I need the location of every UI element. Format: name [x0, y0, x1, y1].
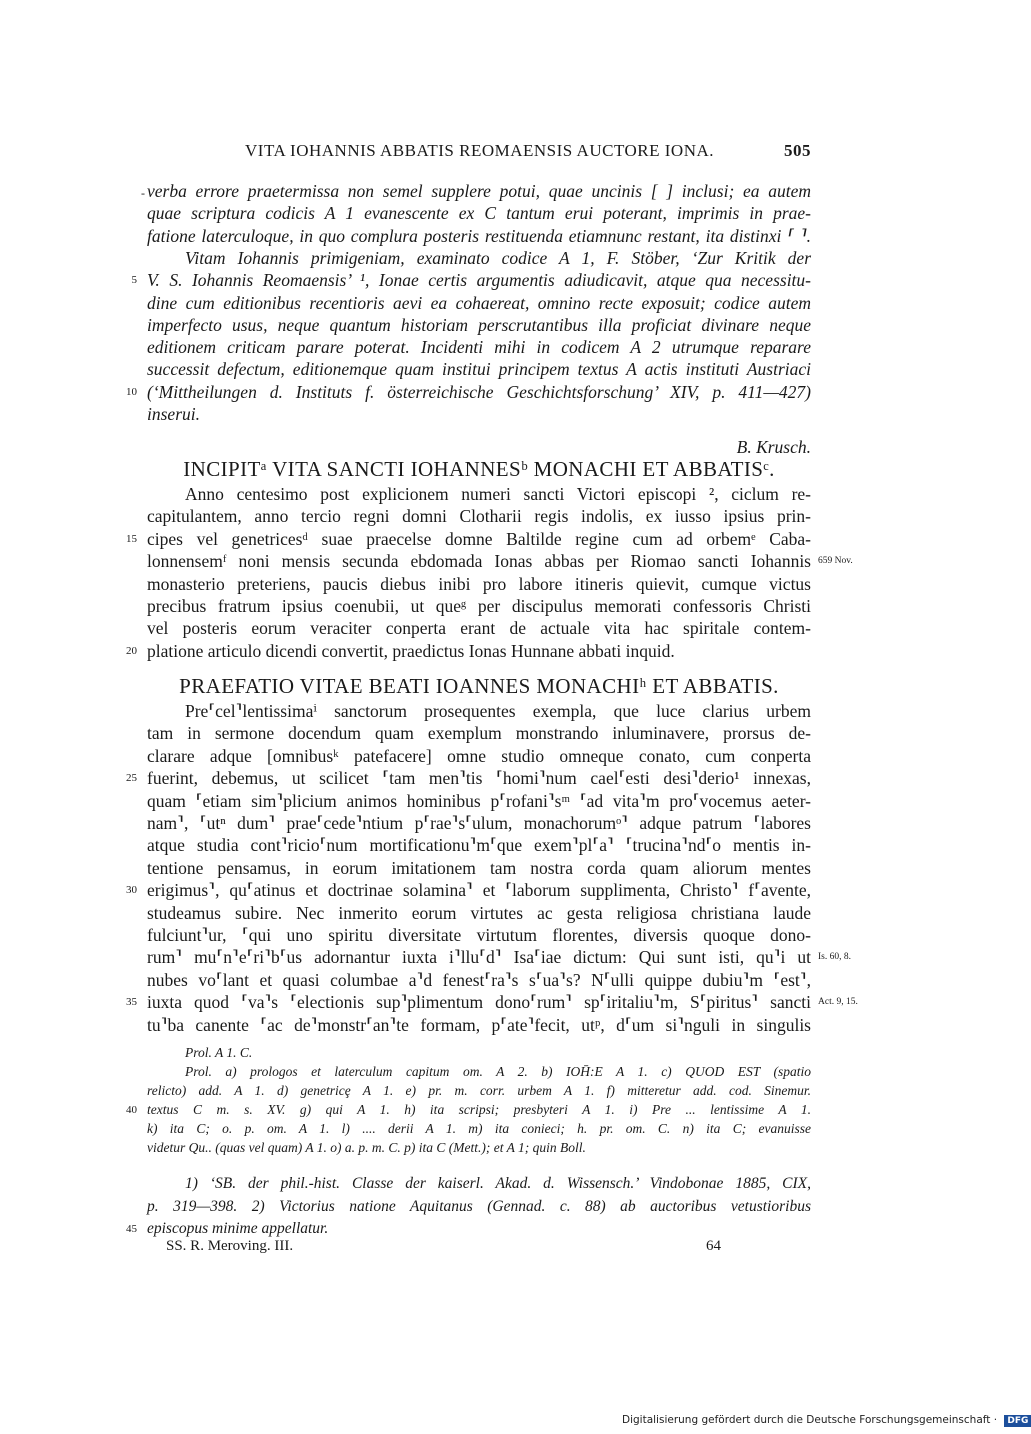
- intro-line: Vitam Iohannis primigeniam, examinato codice A 1, F. Stöber, ‘Zur Kritik der: [185, 247, 811, 268]
- margin-note: 659 Nov.: [818, 556, 853, 567]
- praefatio-line: clarare adque [omnibusᵏ patefacere] omne studio omneque conato, cum conperta: [147, 745, 811, 766]
- footnote-line: 1) ‘SB. der phil.-hist. Classe der kaiserl. Akad. d. Wissensch.’ Vindobonae 1885, CIX,: [185, 1175, 811, 1192]
- page-number: 505: [784, 141, 811, 160]
- dfg-logo: DFG: [1004, 1415, 1031, 1427]
- continuation-dash: -: [141, 186, 145, 200]
- intro-line: quae scriptura codicis A 1 evanescente ex C tantum erui poterant, imprimis in prae-: [147, 203, 811, 224]
- apparatus-line: k) ita C; o. p. om. A 1. l) .... derii A 1. m) ita conieci; h. pr. om. C. n) ita C; evanuisse: [147, 1121, 811, 1136]
- line-number: 35: [126, 996, 137, 1009]
- praefatio-line: quam ⸢etiam sim⸣plicium animos hominibus p⸢rofani⸣sᵐ ⸢ad vita⸣m pro⸢vocemus aeter-: [147, 790, 811, 811]
- praefatio-line: atque studia cont⸣ricio⸢num mortificationu⸣m⸢que exem⸣pl⸢a⸣ ⸢trucina⸣nd⸢o mentis in-: [147, 835, 811, 856]
- intro-line: successit defectum, editionemque quam institui principem textus A actis instituti Austriaci: [147, 359, 811, 380]
- incipit-heading: INCIPITᵃ VITA SANCTI IOHANNESᵇ MONACHI ET ABBATISᶜ.: [183, 457, 775, 481]
- apparatus-line: relicto) add. A 1. d) genetricȩ A 1. e) pr. m. corr. urbem A 1. f) mitteretur add. cod. Sinemur.: [147, 1083, 811, 1098]
- incipit-line: cipes vel genetricesᵈ suae praecelse domne Baltilde regine cum ad orbemᵉ Caba-: [147, 528, 811, 549]
- intro-line: editionem criticam parare poterat. Incidenti mihi in codicem A 2 utrumque reparare: [147, 337, 811, 358]
- praefatio-line: Pre⸢cel⸣lentissimaⁱ sanctorum prosequentes exempla, que luce clarius urbem: [185, 701, 811, 721]
- praefatio-line: fulciunt⸣ur, ⸢qui uno spiritu diversitate virtutum florentes, diversis quoque dono-: [147, 925, 811, 945]
- praefatio-heading: PRAEFATIO VITAE BEATI IOANNES MONACHIʰ ET ABBATIS.: [179, 674, 779, 698]
- praefatio-line: fuerint, debemus, ut scilicet ⸢tam men⸣tis ⸢homi⸣num cael⸢esti desi⸣derio¹ innexas,: [147, 768, 811, 789]
- margin-note: Act. 9, 15.: [818, 997, 858, 1008]
- footnote-line: p. 319—398. 2) Victorius natione Aquitanus (Gennad. c. 88) ab auctoribus vetustioribus: [147, 1197, 811, 1215]
- funding-text: Digitalisierung gefördert durch die Deutsche Forschungsgemeinschaft ·: [622, 1414, 998, 1426]
- praefatio-line: tam in sermone docendum quam exemplum monstrando inluminavere, prorsus de-: [147, 723, 811, 744]
- praefatio-line: rum⸣ mu⸢n⸣e⸢ri⸣b⸢us adornantur iuxta i⸣llu⸢d⸣ Isa⸢iae dictum: Qui sunt isti, qu⸣i ut: [147, 947, 811, 968]
- incipit-line: Anno centesimo post explicionem numeri sancti Victori episcopi ², ciclum re-: [185, 484, 811, 504]
- apparatus-line: Prol. a) prologos et laterculum capitum om. A 2. b) IOH̄:E A 1. c) QUOD EST (spatio: [185, 1064, 811, 1079]
- incipit-line: monasterio preteriens, paucis diebus inibi pro labore itineris quievit, cumque victus: [147, 573, 811, 594]
- intro-line: fatione laterculoque, in quo complura posteris restituenda etiamnunc restant, ita distinxi ⸢ ⸣.: [147, 225, 811, 246]
- line-number: 15: [126, 532, 137, 545]
- signature: B. Krusch.: [736, 437, 811, 457]
- praefatio-line: tentione pensamus, in eorum imitationem tam nostra corda quam aliorum mentes: [147, 857, 811, 878]
- signature-mark: SS. R. Meroving. III.: [166, 1238, 294, 1254]
- incipit-line: capitulantem, anno tercio regni domni Clotharii regis indolis, ex iusso ipsius prin-: [147, 506, 811, 527]
- praefatio-line: iuxta quod ⸢va⸣s ⸢electionis sup⸣plimentum dono⸢rum⸣ sp⸢iritaliu⸣m, S⸢piritus⸣ sancti: [147, 992, 811, 1013]
- incipit-line: platione articulo dicendi convertit, praedictus Ionas Hunnane abbati inquid.: [147, 640, 675, 661]
- apparatus-line: textus C m. s. XV. g) qui A 1. h) ita scripsi; presbyteri A 1. i) Pre ... lentissime A 1.: [147, 1102, 811, 1117]
- footnote-line: episcopus minime appellatur.: [147, 1220, 329, 1238]
- line-number: 25: [126, 772, 137, 785]
- intro-line: imperfecto usus, neque quantum historiam perscrutantibus illa proficiat divinare neque: [147, 314, 811, 335]
- running-title: VITA IOHANNIS ABBATIS REOMAENSIS AUCTORE IONA.: [245, 141, 715, 160]
- line-number: 30: [126, 884, 137, 897]
- sheet-number: 64: [706, 1238, 721, 1254]
- line-number: 40: [126, 1104, 137, 1116]
- line-number: 45: [126, 1223, 137, 1236]
- praefatio-line: nam⸣, ⸢utⁿ dum⸣ prae⸢cede⸣ntium p⸢rae⸣s⸢ulum, monachorumᵒ⸣ adque patrum ⸢labores: [147, 813, 811, 833]
- praefatio-line: studeamus subire. Nec inmerito eorum virtutes ac gesta religiosa christiana laude: [147, 902, 811, 923]
- intro-line: dine cum editionibus recentioris aevi ea cohaereat, omnino recte exposuit; codice autem: [147, 292, 811, 313]
- apparatus-line: videtur Qu.. (quas vel quam) A 1. o) a. p. m. C. p) ita C (Mett.); et A 1; quin Boll.: [147, 1140, 586, 1155]
- intro-line: verba errore praetermissa non semel supplere potui, quae uncinis [ ] inclusi; ea autem: [147, 181, 811, 201]
- line-number: 5: [131, 274, 137, 287]
- dfg-funding-note: [622, 1414, 1031, 1427]
- incipit-line: precibus fratrum ipsius coenubii, ut queᵍ per discipulus memorati confessoris Christi: [147, 596, 811, 616]
- intro-line: (‘Mittheilungen d. Instituts f. österreichische Geschichtsforschung’ XIV, p. 411—427): [147, 381, 811, 402]
- praefatio-line: erigimus⸣, qu⸢atinus et doctrinae solamina⸣ et ⸢laborum supplimenta, Christo⸣ f⸢avente,: [147, 880, 811, 901]
- line-number: 10: [126, 385, 137, 398]
- intro-line: V. S. Iohannis Reomaensis’ ¹, Ionae certis argumentis adiudicavit, atque qua necessitu-: [147, 270, 811, 291]
- praefatio-line: nubes vo⸢lant et quasi columbae a⸣d fenest⸢ra⸣s s⸢ua⸣s? N⸢ulli quippe dubiu⸣m ⸢est⸣,: [147, 969, 811, 990]
- praefatio-line: tu⸣ba canente ⸢ac de⸣monstr⸢an⸣te formam, p⸢ate⸣fecit, utᵖ, d⸢um si⸣nguli in singulis: [147, 1014, 811, 1035]
- intro-line: inserui.: [147, 404, 200, 424]
- margin-note: Is. 60, 8.: [818, 952, 851, 963]
- apparatus-line: Prol. A 1. C.: [185, 1045, 253, 1060]
- incipit-line: lonnensemᶠ noni mensis secunda ebdomada Ionas abbas per Riomao sancti Iohannis: [147, 551, 811, 572]
- line-number: 20: [126, 644, 137, 657]
- incipit-line: vel posteris eorum veraciter conperta erant de actuale vita hac spiritale contem-: [147, 618, 811, 639]
